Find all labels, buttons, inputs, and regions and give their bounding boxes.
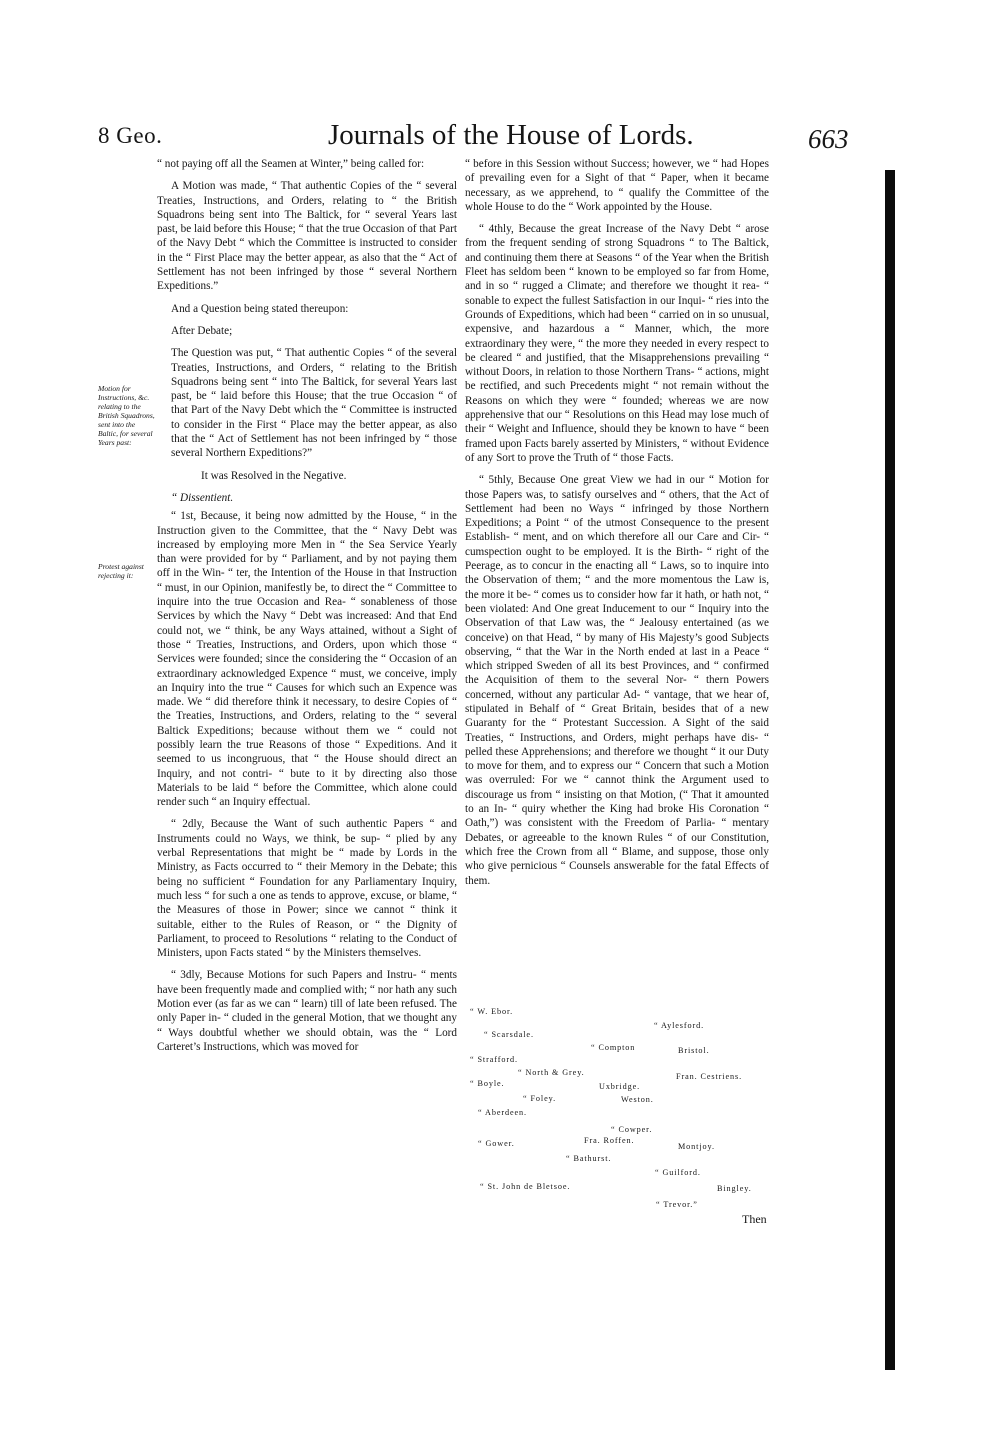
signature: “ Strafford.: [470, 1055, 518, 1064]
margin-note-protest: Protest against rejecting it:: [98, 562, 144, 580]
paragraph-reason-1: “ 1st, Because, it being now admitted by the House, “ in the Instruction given to the Committee, that the “ Navy Debt was increased by employing more Men in “ the Sea Service Yearly than were provided for by “ Parliament, and by not paying them off in the Win- “ ter, the Intention of the House in that Instruction “ must, in our Opinion, manifestly be, to direct the “ Committee to inquire into the true Occasion and Rea- “ sonableness of those Services by which the Navy “ Debt was increased: And that End could not, we “ think, be any Ways attained, without a Sight of those “ Treaties, Instructions, and Orders, upon which those “ Services were founded; since the considering the “ Occasion of an extraordinary acknowledged Expence “ must, we conceive, imply an Inquiry into the true “ Causes for which such an Expence was made. We “ did therefore think it necessary, to desire Copies of “ the Treaties, Instructions, and Orders, relating to the “ several Baltick Expeditions; because without them we “ could not possibly learn the true Reasons of those “ Expeditions. And it seemed to us incongruous, that “ the House should direct an Inquiry, and not contri- “ bute to it by directing also those Materials to be laid “ before the Committee, which alone could render such “ an Inquiry effectual.: [157, 510, 457, 809]
signature: Uxbridge.: [599, 1082, 641, 1091]
paragraph-reason-4: “ 4thly, Because the great Increase of the Navy Debt “ arose from the frequent sending of strong Squadrons “ to The Baltick, and continuing them there at Seasons “ of the Year when the British Fleet has seldom been “ known to be employed so far from Home, and in so “ rugged a Climate; and therefore we thought it rea- “ sonable to expect the fullest Satisfaction in our Inqui- “ ries into the Grounds of Expeditions, which had been “ carried on in so unusual, expensive, and hazardous a “ Manner, which, the more extraordinary they were, “ the more they needed in every respect to be cleared “ and justified, that the Misapprehensions prevailing “ without Doors, in relation to those Northern Trans- “ actions, might be rectified, and such Precedents might “ not remain without the Reasons on which they were “ founded; whereas we are now apprehensive that our “ Resolutions on this Head may lose much of their “ Weight and Influence, should they be known to have “ been framed upon Facts barely asserted by Ministers, “ without Evidence of any Sort to prove the Truth of “ those Facts.: [465, 223, 769, 464]
paragraph-resolution: It was Resolved in the Negative.: [201, 469, 347, 482]
signature: “ Gower.: [478, 1139, 515, 1148]
paragraph: After Debate;: [171, 324, 233, 337]
signature: “ Boyle.: [470, 1079, 505, 1088]
catchword: Then: [742, 1212, 767, 1226]
right-column: [465, 157, 769, 896]
scan-edge-bar: [885, 170, 895, 1370]
signature: “ Guilford.: [655, 1168, 701, 1177]
signature: “ Aberdeen.: [478, 1108, 527, 1117]
paragraph-question: The Question was put, “ That authentic Copies “ of the several Treaties, Instructions, and Orders, “ relating to the British Squadrons being sent “ into The Baltick, for several Years last past, be “ laid before this House; that the true Occasion “ of that Part of the Navy Debt which the “ Committee is instructed to consider in the First “ Place may the better appear, as also that the “ Act of Settlement has not been infringed by “ those several Northern Expeditions?”: [171, 347, 457, 460]
running-head-regnal-year: 8 Geo.: [98, 123, 163, 148]
signature: “ St. John de Bletsoe.: [480, 1182, 571, 1191]
dissentient-heading: “ Dissentient.: [171, 491, 234, 504]
left-column: [157, 157, 457, 1062]
paragraph: And a Question being stated thereupon:: [171, 302, 349, 315]
signature: “ Aylesford.: [654, 1021, 705, 1030]
signature: Bingley.: [717, 1184, 752, 1193]
signature: “ Trevor.”: [656, 1200, 698, 1209]
paragraph-reason-5: “ 5thly, Because One great View we had in our “ Motion for those Papers was, to satisfy ourselves and “ others, that the Act of Settlement had been no Ways “ infringed by those Northern Expeditions; a Point “ of the utmost Consequence to the present Establish- “ ment, and on which therefore all our Care and Cir- “ cumspection ought to be employed. It is the Birth- “ right of the Peerage, as to concur in the enacting all “ Laws, so to inquire into the Observation of them; “ and the more momentous the Law is, the more it be- “ comes us to consider how far it hath, or hath not, “ been violated: And One great Inducement to our “ Inquiry into the Observation of that Law was, the “ Jealousy entertained (as we conceive) on that Head, “ by many of His Majesty’s good Subjects observing, “ that the War in the North ended at last in a Peace “ which stripped Sweden of all its best Provinces, and “ confirmed the Acquisition of them to the several Nor- “ thern Powers concerned, without any particular Ad- “ vantage, that we hear of, stipulated in Behalf of “ Great Britain, besides that of a new Guaranty for the “ Protestant Succession. A Sight of the said Treaties, “ Instructions, and Orders, might perhaps have dis- “ pelled these Apprehensions; and therefore we thought “ it our Duty to move for them, and to express our “ Concern that such a Motion was overruled: For we “ cannot think the Argument used to discourage us from “ insisting on that Motion, (“ That it amounted to an In- “ quiry whether the King had broke His Coronation “ Oath,”) was consistent with the Freedom of Parlia- “ mentary Debates, or agreeable to the known Rules “ of our Constitution, which free the Crown from all “ Blame, and suppose, those only who give pernicious “ Counsels answerable for the fatal Effects of them.: [465, 474, 769, 887]
signature: Bristol.: [678, 1046, 710, 1055]
paragraph-reason-2: “ 2dly, Because the Want of such authentic Papers “ and Instruments could no Ways, we think, be sup- “ plied by any verbal Representations that might be “ made by Lords in the Ministry, as Facts occurred to “ their Memory in the Debate; this being no sufficient “ Foundation for any Parliamentary Inquiry, much less “ for such a one as tends to approve, excuse, or blame, “ the Measures of those in Power; since we cannot “ think it suitable, either to the Rules of Reason, or “ the Dignity of Parliament, to proceed to Resolutions “ relating to the Conduct of Ministers, upon Facts stated “ by the Ministers themselves.: [157, 818, 457, 960]
signature: Fra. Roffen.: [584, 1136, 635, 1145]
signature: “ W. Ebor.: [470, 1007, 514, 1016]
margin-note-motion: Motion for Instructions, &c. relating to the British Squadrons, sent into the Baltic, for several Years past:: [98, 384, 155, 447]
signature: “ Scarsdale.: [484, 1030, 534, 1039]
paragraph-motion: A Motion was made, “ That authentic Copies of the “ several Treaties, Instructions, and Orders, relating to “ the British Squadrons being sent into The Baltick, for “ several Years last past, be laid before this House; “ that the true Occasion of that Part of the Navy Debt “ which the Committee is instructed to consider in the “ First Place may the better appear, as also that the “ Act of Settlement has not been infringed by those “ several Northern Expeditions.”: [157, 180, 457, 293]
running-head-title: Journals of the House of Lords.: [328, 119, 694, 151]
signature: “ Compton: [591, 1043, 636, 1052]
paragraph-reason-3: “ 3dly, Because Motions for such Papers and Instru- “ ments have been frequently made and complied with; “ nor hath any such Motion ever (as far as we can “ learn) till of late been refused. The only Paper in- “ cluded in the general Motion, that we thought any “ Ways doubtful whether we should obtain, was the “ Lord Carteret’s Instructions, which was moved for: [157, 969, 457, 1053]
signature: “ Cowper.: [611, 1125, 653, 1134]
paragraph: “ before in this Session without Success; however, we “ had Hopes of prevailing even for a Sight of that “ Paper, when it became necessary, as we apprehend, to “ qualify the Committee of the whole House to do the “ Work appointed by the House.: [465, 158, 769, 213]
signature: Weston.: [621, 1095, 654, 1104]
paragraph: “ not paying off all the Seamen at Winter,” being called for:: [157, 158, 425, 170]
signature: Fran. Cestriens.: [676, 1072, 743, 1081]
signature: “ North & Grey.: [518, 1068, 585, 1077]
signature: “ Foley.: [523, 1094, 557, 1103]
page-number: 663: [808, 124, 849, 154]
signature: “ Bathurst.: [566, 1154, 612, 1163]
signature: Montjoy.: [678, 1142, 715, 1151]
